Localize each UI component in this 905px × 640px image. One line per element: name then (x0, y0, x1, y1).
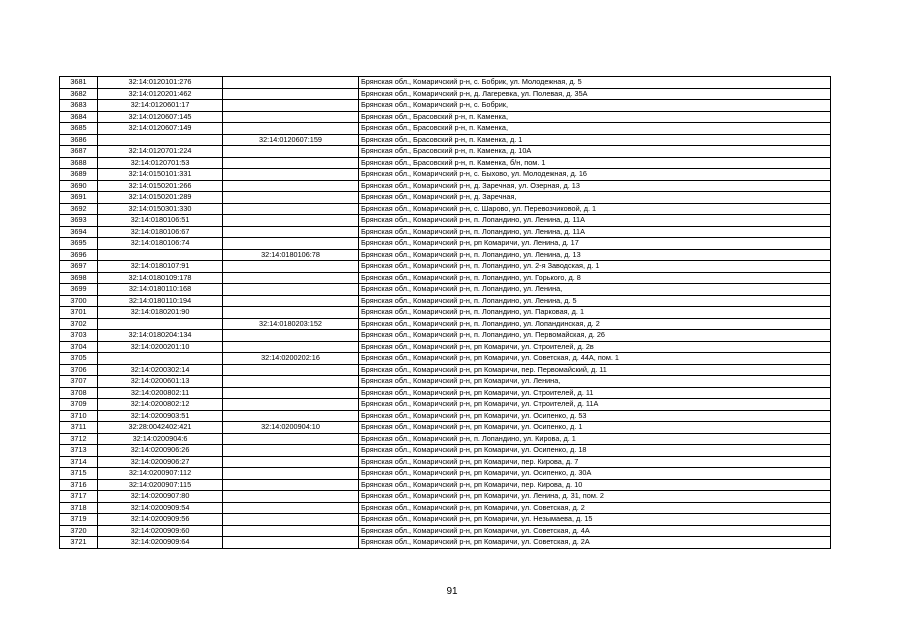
cadastral-number-cell: 32:14:0200903:51 (98, 410, 223, 422)
cadastral-number-cell: 32:14:0200909:60 (98, 525, 223, 537)
cadastral-number-cell: 32:14:0150101:331 (98, 169, 223, 181)
address-cell: Брянская обл., Комаричский р-н, рп Комаричи, пер. Кирова, д. 10 (359, 479, 831, 491)
address-cell: Брянская обл., Комаричский р-н, п. Лопандино, ул. Первомайская, д. 26 (359, 330, 831, 342)
cadastral-number-cell: 32:14:0200907:112 (98, 468, 223, 480)
table-row (60, 456, 831, 468)
cadastral-number-cell: 32:14:0180201:90 (98, 307, 223, 319)
address-cell: Брянская обл., Комаричский р-н, п. Лопандино, ул. Парковая, д. 1 (359, 307, 831, 319)
cadastral-number-cell: 32:14:0150201:289 (98, 192, 223, 204)
row-number-cell: 3682 (60, 88, 98, 100)
table-row (60, 433, 831, 445)
address-cell: Брянская обл., Комаричский р-н, рп Комаричи, ул. Незымаева, д. 15 (359, 514, 831, 526)
row-number-cell: 3710 (60, 410, 98, 422)
row-number-cell: 3703 (60, 330, 98, 342)
row-number-cell: 3692 (60, 203, 98, 215)
row-number-cell: 3705 (60, 353, 98, 365)
parent-cadastral-number-cell (223, 88, 359, 100)
table-row (60, 410, 831, 422)
address-cell: Брянская обл., Комаричский р-н, д. Заречная, ул. Озерная, д. 13 (359, 180, 831, 192)
address-cell: Брянская обл., Комаричский р-н, рп Комаричи, ул. Советская, д. 2 (359, 502, 831, 514)
address-cell: Брянская обл., Комаричский р-н, с. Шарово, ул. Перевозчиковой, д. 1 (359, 203, 831, 215)
address-cell: Брянская обл., Комаричский р-н, рп Комаричи, ул. Осипенко, д. 30А (359, 468, 831, 480)
table-row (60, 272, 831, 284)
cadastral-number-cell: 32:14:0120607:149 (98, 123, 223, 135)
cadastral-number-cell: 32:14:0120607:145 (98, 111, 223, 123)
cadastral-number-cell: 32:14:0200904:6 (98, 433, 223, 445)
row-number-cell: 3686 (60, 134, 98, 146)
address-cell: Брянская обл., Комаричский р-н, рп Комаричи, ул. Осипенко, д. 53 (359, 410, 831, 422)
cadastral-number-cell: 32:14:0180110:194 (98, 295, 223, 307)
row-number-cell: 3720 (60, 525, 98, 537)
parent-cadastral-number-cell (223, 226, 359, 238)
parent-cadastral-number-cell (223, 215, 359, 227)
row-number-cell: 3697 (60, 261, 98, 273)
cadastral-number-cell: 32:14:0200909:54 (98, 502, 223, 514)
table-row (60, 134, 831, 146)
cadastral-number-cell: 32:14:0180106:67 (98, 226, 223, 238)
row-number-cell: 3684 (60, 111, 98, 123)
row-number-cell: 3698 (60, 272, 98, 284)
cadastral-number-cell: 32:14:0120201:462 (98, 88, 223, 100)
address-cell: Брянская обл., Комаричский р-н, п. Лопандино, ул. Ленина, (359, 284, 831, 296)
table-row (60, 445, 831, 457)
parent-cadastral-number-cell (223, 123, 359, 135)
table-row (60, 146, 831, 158)
address-cell: Брянская обл., Брасовский р-н, п. Каменка, (359, 111, 831, 123)
table-row (60, 537, 831, 549)
address-cell: Брянская обл., Комаричский р-н, с. Быхово, ул. Молодежная, д. 16 (359, 169, 831, 181)
address-cell: Брянская обл., Комаричский р-н, рп Комаричи, ул. Ленина, (359, 376, 831, 388)
cadastral-number-cell: 32:14:0200601:13 (98, 376, 223, 388)
table-row (60, 249, 831, 261)
table-row (60, 491, 831, 503)
cadastral-number-cell: 32:14:0180204:134 (98, 330, 223, 342)
address-cell: Брянская обл., Брасовский р-н, п. Каменка, (359, 123, 831, 135)
cadastral-number-cell: 32:14:0180107:91 (98, 261, 223, 273)
table-row (60, 192, 831, 204)
address-cell: Брянская обл., Комаричский р-н, рп Комаричи, пер. Первомайский, д. 11 (359, 364, 831, 376)
table-row (60, 169, 831, 181)
address-cell: Брянская обл., Комаричский р-н, рп Комаричи, ул. Ленина, д. 31, пом. 2 (359, 491, 831, 503)
cadastral-number-cell: 32:14:0120101:276 (98, 77, 223, 89)
row-number-cell: 3685 (60, 123, 98, 135)
parent-cadastral-number-cell (223, 169, 359, 181)
row-number-cell: 3699 (60, 284, 98, 296)
table-row (60, 502, 831, 514)
parent-cadastral-number-cell (223, 238, 359, 250)
parent-cadastral-number-cell (223, 284, 359, 296)
parent-cadastral-number-cell (223, 146, 359, 158)
address-cell: Брянская обл., Комаричский р-н, п. Лопандино, ул. Горького, д. 8 (359, 272, 831, 284)
row-number-cell: 3717 (60, 491, 98, 503)
table-row (60, 180, 831, 192)
table-row (60, 422, 831, 434)
parent-cadastral-number-cell (223, 491, 359, 503)
address-cell: Брянская обл., Комаричский р-н, рп Комаричи, пер. Кирова, д. 7 (359, 456, 831, 468)
row-number-cell: 3707 (60, 376, 98, 388)
row-number-cell: 3709 (60, 399, 98, 411)
parent-cadastral-number-cell (223, 479, 359, 491)
address-cell: Брянская обл., Комаричский р-н, д. Заречная, (359, 192, 831, 204)
parent-cadastral-number-cell (223, 387, 359, 399)
cadastral-number-cell (98, 249, 223, 261)
row-number-cell: 3706 (60, 364, 98, 376)
row-number-cell: 3713 (60, 445, 98, 457)
row-number-cell: 3681 (60, 77, 98, 89)
table-row (60, 330, 831, 342)
address-cell: Брянская обл., Комаричский р-н, п. Лопандино, ул. Кирова, д. 1 (359, 433, 831, 445)
row-number-cell: 3695 (60, 238, 98, 250)
parent-cadastral-number-cell (223, 295, 359, 307)
parent-cadastral-number-cell: 32:14:0180106:78 (223, 249, 359, 261)
address-cell: Брянская обл., Комаричский р-н, д. Лагеревка, ул. Полевая, д. 35А (359, 88, 831, 100)
cadastral-number-cell: 32:14:0200906:26 (98, 445, 223, 457)
table-row (60, 307, 831, 319)
table-row (60, 215, 831, 227)
address-cell: Брянская обл., Комаричский р-н, п. Лопандино, ул. Ленина, д. 5 (359, 295, 831, 307)
parent-cadastral-number-cell: 32:14:0200904:10 (223, 422, 359, 434)
parent-cadastral-number-cell (223, 77, 359, 89)
cadastral-number-cell: 32:14:0200907:115 (98, 479, 223, 491)
row-number-cell: 3701 (60, 307, 98, 319)
cadastral-number-cell: 32:14:0200906:27 (98, 456, 223, 468)
row-number-cell: 3719 (60, 514, 98, 526)
row-number-cell: 3700 (60, 295, 98, 307)
cadastral-number-cell: 32:14:0200802:12 (98, 399, 223, 411)
address-cell: Брянская обл., Комаричский р-н, п. Лопандино, ул. Ленина, д. 11А (359, 215, 831, 227)
table-row (60, 88, 831, 100)
row-number-cell: 3711 (60, 422, 98, 434)
parent-cadastral-number-cell (223, 399, 359, 411)
parent-cadastral-number-cell: 32:14:0200202:16 (223, 353, 359, 365)
table-row (60, 261, 831, 273)
row-number-cell: 3716 (60, 479, 98, 491)
row-number-cell: 3691 (60, 192, 98, 204)
table-row (60, 514, 831, 526)
parent-cadastral-number-cell (223, 376, 359, 388)
table-row (60, 318, 831, 330)
row-number-cell: 3688 (60, 157, 98, 169)
address-cell: Брянская обл., Брасовский р-н, п. Каменка, д. 10А (359, 146, 831, 158)
parent-cadastral-number-cell (223, 180, 359, 192)
parent-cadastral-number-cell (223, 433, 359, 445)
table-row (60, 387, 831, 399)
table-row (60, 364, 831, 376)
parent-cadastral-number-cell (223, 272, 359, 284)
cadastral-number-cell: 32:14:0200802:11 (98, 387, 223, 399)
cadastral-number-cell: 32:14:0200201:10 (98, 341, 223, 353)
parent-cadastral-number-cell (223, 468, 359, 480)
parent-cadastral-number-cell (223, 261, 359, 273)
parent-cadastral-number-cell (223, 203, 359, 215)
parent-cadastral-number-cell (223, 502, 359, 514)
address-cell: Брянская обл., Комаричский р-н, рп Комаричи, ул. Строителей, д. 2в (359, 341, 831, 353)
table-row (60, 238, 831, 250)
address-cell: Брянская обл., Комаричский р-н, рп Комаричи, ул. Строителей, д. 11 (359, 387, 831, 399)
parent-cadastral-number-cell (223, 100, 359, 112)
parent-cadastral-number-cell (223, 537, 359, 549)
address-cell: Брянская обл., Комаричский р-н, рп Комаричи, ул. Осипенко, д. 1 (359, 422, 831, 434)
table-row (60, 295, 831, 307)
row-number-cell: 3721 (60, 537, 98, 549)
row-number-cell: 3696 (60, 249, 98, 261)
cadastral-number-cell: 32:14:0200302:14 (98, 364, 223, 376)
row-number-cell: 3718 (60, 502, 98, 514)
row-number-cell: 3687 (60, 146, 98, 158)
parent-cadastral-number-cell (223, 525, 359, 537)
address-cell: Брянская обл., Комаричский р-н, п. Лопандино, ул. Лопандинская, д. 2 (359, 318, 831, 330)
cadastral-number-cell: 32:14:0200907:80 (98, 491, 223, 503)
table-row (60, 284, 831, 296)
property-registry-table (59, 76, 831, 549)
row-number-cell: 3683 (60, 100, 98, 112)
parent-cadastral-number-cell (223, 410, 359, 422)
cadastral-number-cell: 32:14:0180106:74 (98, 238, 223, 250)
cadastral-number-cell (98, 353, 223, 365)
parent-cadastral-number-cell (223, 514, 359, 526)
table-row (60, 479, 831, 491)
address-cell: Брянская обл., Комаричский р-н, п. Лопандино, ул. Ленина, д. 13 (359, 249, 831, 261)
table-row (60, 123, 831, 135)
table-row (60, 353, 831, 365)
address-cell: Брянская обл., Комаричский р-н, рп Комаричи, ул. Осипенко, д. 18 (359, 445, 831, 457)
address-cell: Брянская обл., Комаричский р-н, с. Бобрик, ул. Молодежная, д. 5 (359, 77, 831, 89)
cadastral-number-cell: 32:14:0120701:224 (98, 146, 223, 158)
parent-cadastral-number-cell (223, 445, 359, 457)
table-row (60, 341, 831, 353)
address-cell: Брянская обл., Комаричский р-н, рп Комаричи, ул. Советская, д. 4А (359, 525, 831, 537)
table-row (60, 157, 831, 169)
row-number-cell: 3689 (60, 169, 98, 181)
table-row (60, 468, 831, 480)
cadastral-number-cell: 32:14:0180106:51 (98, 215, 223, 227)
table-row (60, 226, 831, 238)
parent-cadastral-number-cell: 32:14:0180203:152 (223, 318, 359, 330)
table-row (60, 376, 831, 388)
parent-cadastral-number-cell (223, 364, 359, 376)
table-row (60, 77, 831, 89)
row-number-cell: 3708 (60, 387, 98, 399)
row-number-cell: 3714 (60, 456, 98, 468)
address-cell: Брянская обл., Комаричский р-н, рп Комаричи, ул. Советская, д. 44А, пом. 1 (359, 353, 831, 365)
table-row (60, 100, 831, 112)
address-cell: Брянская обл., Комаричский р-н, п. Лопандино, ул. 2-я Заводская, д. 1 (359, 261, 831, 273)
address-cell: Брянская обл., Комаричский р-н, рп Комаричи, ул. Строителей, д. 11А (359, 399, 831, 411)
row-number-cell: 3690 (60, 180, 98, 192)
address-cell: Брянская обл., Комаричский р-н, п. Лопандино, ул. Ленина, д. 11А (359, 226, 831, 238)
table-row (60, 399, 831, 411)
address-cell: Брянская обл., Брасовский р-н, п. Каменка, д. 1 (359, 134, 831, 146)
row-number-cell: 3712 (60, 433, 98, 445)
cadastral-number-cell (98, 318, 223, 330)
registry-table-body (60, 77, 831, 549)
address-cell: Брянская обл., Комаричский р-н, с. Бобрик, (359, 100, 831, 112)
address-cell: Брянская обл., Комаричский р-н, рп Комаричи, ул. Ленина, д. 17 (359, 238, 831, 250)
cadastral-number-cell: 32:14:0120701:53 (98, 157, 223, 169)
row-number-cell: 3694 (60, 226, 98, 238)
cadastral-number-cell: 32:14:0120601:17 (98, 100, 223, 112)
table-row (60, 111, 831, 123)
row-number-cell: 3704 (60, 341, 98, 353)
parent-cadastral-number-cell (223, 456, 359, 468)
cadastral-number-cell: 32:14:0200909:64 (98, 537, 223, 549)
parent-cadastral-number-cell: 32:14:0120607:159 (223, 134, 359, 146)
cadastral-number-cell (98, 134, 223, 146)
cadastral-number-cell: 32:14:0150301:330 (98, 203, 223, 215)
parent-cadastral-number-cell (223, 111, 359, 123)
cadastral-number-cell: 32:28:0042402:421 (98, 422, 223, 434)
table-row (60, 203, 831, 215)
parent-cadastral-number-cell (223, 341, 359, 353)
address-cell: Брянская обл., Комаричский р-н, рп Комаричи, ул. Советская, д. 2А (359, 537, 831, 549)
row-number-cell: 3702 (60, 318, 98, 330)
table-row (60, 525, 831, 537)
row-number-cell: 3715 (60, 468, 98, 480)
row-number-cell: 3693 (60, 215, 98, 227)
address-cell: Брянская обл., Брасовский р-н, п. Каменка, б/н, пом. 1 (359, 157, 831, 169)
cadastral-number-cell: 32:14:0180110:168 (98, 284, 223, 296)
parent-cadastral-number-cell (223, 307, 359, 319)
cadastral-number-cell: 32:14:0150201:266 (98, 180, 223, 192)
page-number: 91 (446, 586, 458, 597)
cadastral-number-cell: 32:14:0180109:178 (98, 272, 223, 284)
parent-cadastral-number-cell (223, 157, 359, 169)
cadastral-number-cell: 32:14:0200909:56 (98, 514, 223, 526)
parent-cadastral-number-cell (223, 192, 359, 204)
parent-cadastral-number-cell (223, 330, 359, 342)
